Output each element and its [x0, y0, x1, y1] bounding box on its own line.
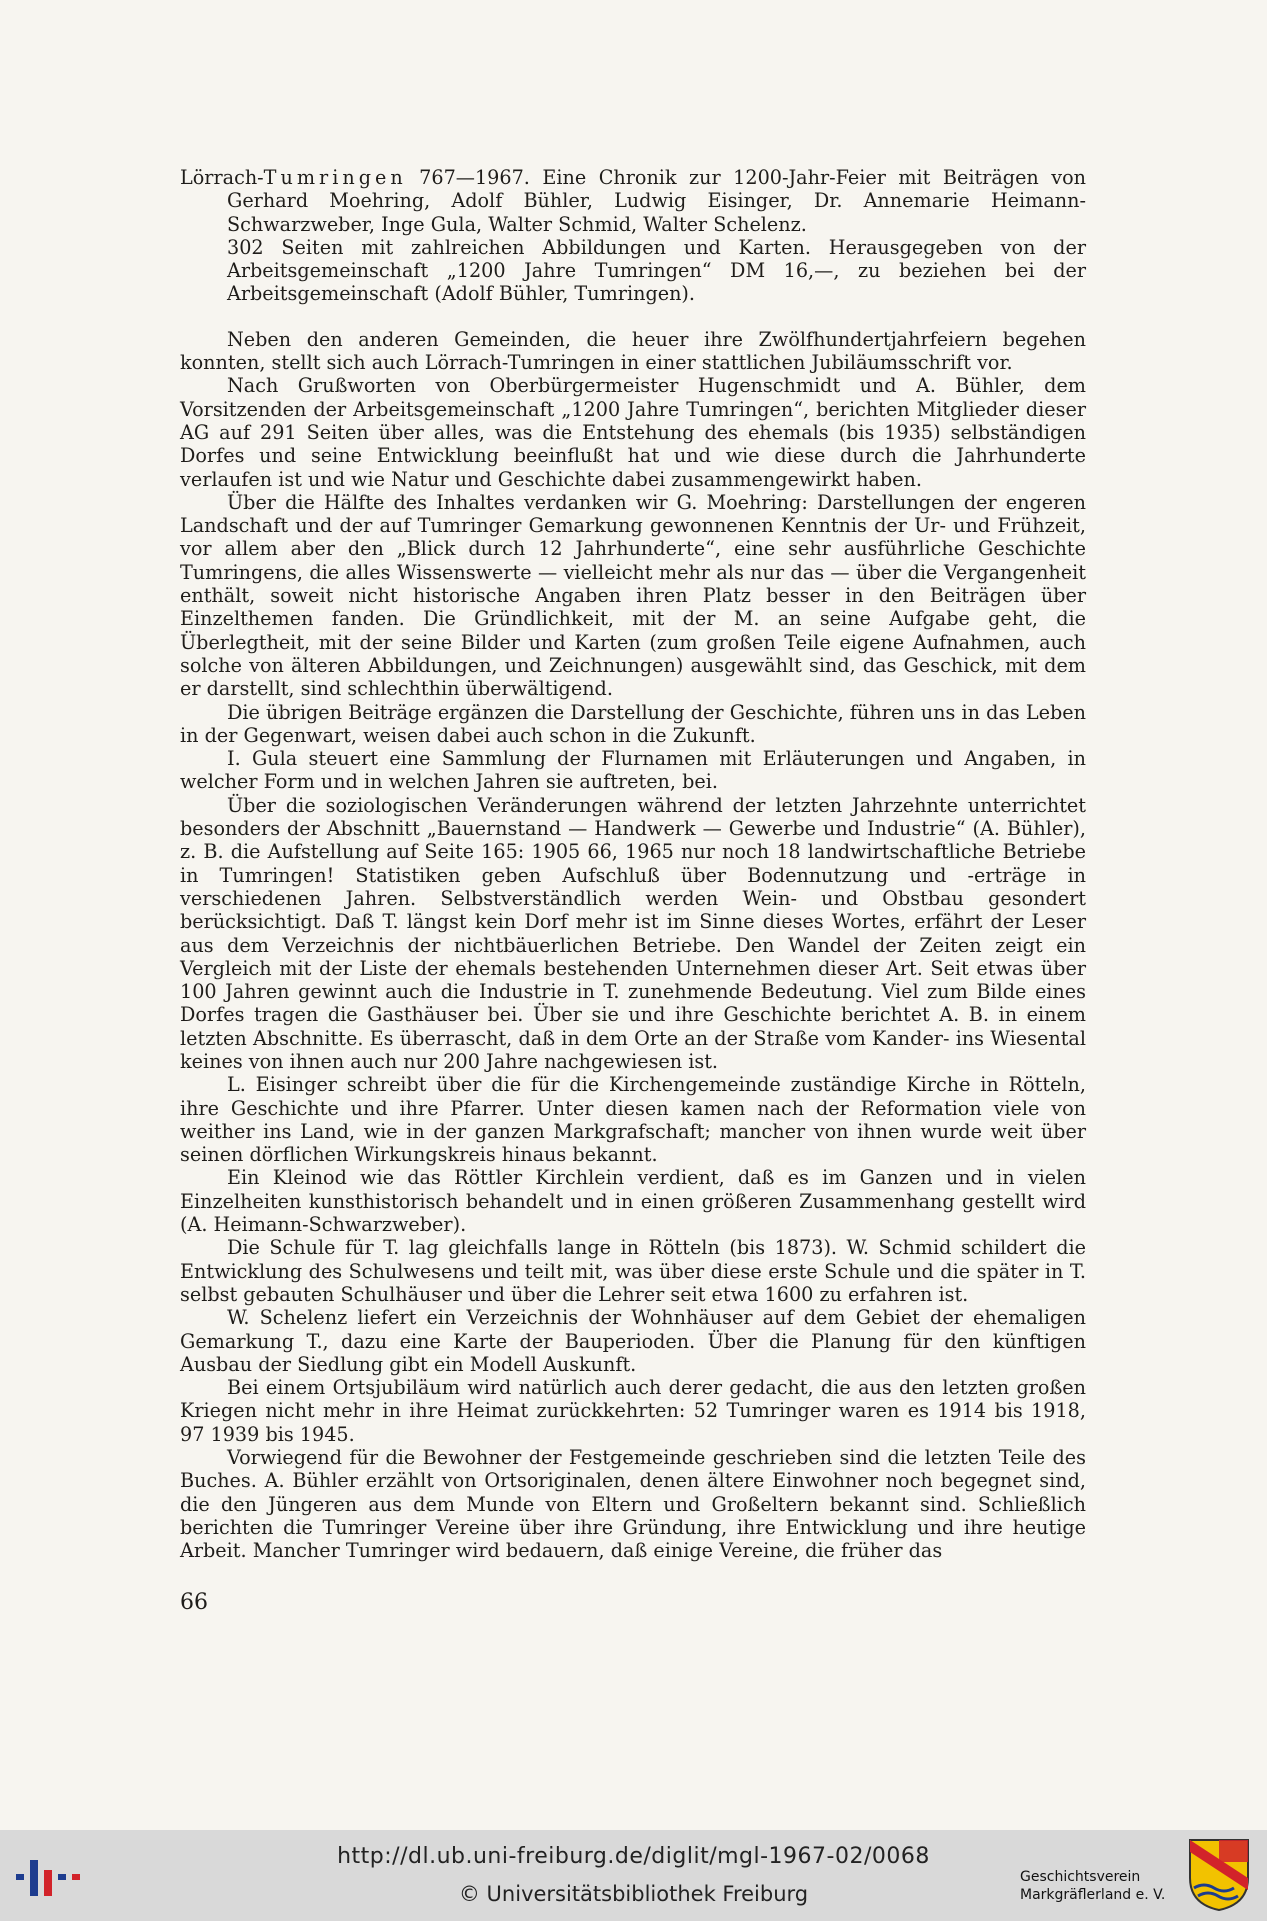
paragraph: L. Eisinger schreibt über die für die Kirchengemeinde zuständige Kirche in Rötteln, ihre Geschichte und ihre Pfarrer. Unter diesen kamen nach der Reformation viele von weither ins Land, wie in der ganzen Markgrafschaft; mancher von ihnen wurde weit über seinen dörflichen Wirkungskreis hinaus bekannt.	[180, 1073, 1086, 1167]
paragraph: Vorwiegend für die Bewohner der Festgemeinde geschrieben sind die letzten Teile des Buches. A. Bühler erzählt von Ortsoriginalen, denen ältere Einwohner noch begegnet sind, die den Jüngeren aus dem Munde von Eltern und Großeltern bekannt sind. Schließlich berichten die Tumringer Vereine über ihre Gründung, ihre Entwicklung und ihre heutige Arbeit. Mancher Tumringer wird bedauern, daß einige Vereine, die früher das	[180, 1446, 1086, 1563]
paragraph: Bei einem Ortsjubiläum wird natürlich auch derer gedacht, die aus den letzten großen Kriegen nicht mehr in ihre Heimat zurückkehrten: 52 Tumringer waren es 1914 bis 1918, 97 1939 bis 1945.	[180, 1376, 1086, 1446]
paragraph: Neben den anderen Gemeinden, die heuer ihre Zwölfhundertjahrfeiern begehen konnten, stellt sich auch Lörrach-Tumringen in einer stattlichen Jubiläumsschrift vor.	[180, 327, 1086, 375]
paragraph: Die übrigen Beiträge ergänzen die Darstellung der Geschichte, führen uns in das Leben in der Gegenwart, weisen dabei auch schon in die Zukunft.	[180, 700, 1086, 747]
bibliography-entry	[180, 166, 1086, 306]
bibliography-title-line	[180, 166, 1086, 236]
paragraph: Über die Hälfte des Inhaltes verdanken wir G. Moehring: Darstellungen der engeren Landschaft und der auf Tumringer Gemarkung gewonnenen Kenntnis der Ur- und Frühzeit, vor allem aber den „Blick durch 12 Jahrhunderte“, eine sehr ausführliche Geschichte Tumringens, die alles Wissenswerte — vielleicht mehr als nur das — über die Vergangenheit enthält, soweit nicht historische Angaben ihren Platz besser in den Beiträgen über Einzelthemen fanden. Die Gründlichkeit, mit der M. an seine Aufgabe geht, die Überlegtheit, mit der seine Bilder und Karten (zum großen Teile eigene Aufnahmen, auch solche von älteren Abbildungen, und Zeichnungen) ausgewählt sind, das Geschick, mit dem er darstellt, sind schlechthin überwältigend.	[180, 490, 1086, 701]
bibliography-place-spaced: Tumringen	[263, 166, 407, 189]
society-name	[1020, 1868, 1180, 1904]
page-content	[180, 166, 1086, 1563]
page-number: 66	[180, 1590, 208, 1615]
copyright-notice: © Universitätsbibliothek Freiburg	[458, 1882, 809, 1906]
paragraph: Die Schule für T. lag gleichfalls lange in Rötteln (bis 1873). W. Schmid schildert die Entwicklung des Schulwesens und teilt mit, was über diese erste Schule und die später in T. selbst gebauten Schulhäuser und über die Lehrer seit etwa 1600 zu erfahren ist.	[180, 1236, 1086, 1306]
viewer-footer	[0, 1830, 1267, 1921]
paragraph: Über die soziologischen Veränderungen während der letzten Jahrzehnte unterrichtet besonders der Abschnitt „Bauernstand — Handwerk — Gewerbe und Industrie“ (A. Bühler), z. B. die Aufstellung auf Seite 165: 1905 66, 1965 nur noch 18 landwirtschaftliche Betriebe in Tumringen! Statistiken geben Aufschluß über Bodennutzung und -erträge in verschiedenen Jahren. Selbstverständlich werden Wein- und Obstbau gesondert berücksichtigt. Daß T. längst kein Dorf mehr ist im Sinne dieses Wortes, erfährt der Leser aus dem Verzeichnis der nichtbäuerlichen Betriebe. Den Wandel der Zeiten zeigt ein Vergleich mit der Liste der ehemals bestehenden Unternehmen dieser Art. Seit etwas über 100 Jahren gewinnt auch die Industrie in T. zunehmende Bedeutung. Viel zum Bilde eines Dorfes tragen die Gasthäuser bei. Über sie und ihre Geschichte berichtet A. B. in einem letzten Abschnitte. Es überrascht, daß in dem Orte an der Straße vom Kander- ins Wiesental keines von ihnen auch nur 200 Jahre nachgewiesen ist.	[180, 793, 1086, 1073]
paragraph: Ein Kleinod wie das Röttler Kirchlein verdient, daß es im Ganzen und in vielen Einzelheiten kunsthistorisch behandelt und in einen größeren Zusammenhang gestellt wird (A. Heimann-Schwarzweber).	[180, 1166, 1086, 1237]
bibliography-place: Lörrach-	[180, 166, 264, 189]
society-name-line1: Geschichtsverein	[1020, 1869, 1141, 1885]
paragraph: W. Schelenz liefert ein Verzeichnis der Wohnhäuser auf dem Gebiet der ehemaligen Gemarkung T., dazu eine Karte der Bauperioden. Über die Planung für den künftigen Ausbau der Siedlung gibt ein Modell Auskunft.	[180, 1306, 1086, 1376]
permalink-url[interactable]: http://dl.ub.uni-freiburg.de/diglit/mgl-1967-02/0068	[337, 1844, 930, 1869]
paragraph: I. Gula steuert eine Sammlung der Flurnamen mit Erläuterungen und Angaben, in welcher Form und in welchen Jahren sie auftreten, bei.	[180, 747, 1086, 794]
society-name-line2: Markgräflerland e. V.	[1020, 1887, 1166, 1903]
bibliography-authors: Gerhard Moehring, Adolf Bühler, Ludwig Eisinger, Dr. Annemarie Heimann-Schwarzweber, Inge Gula, Walter Schmid, Walter Schelenz.	[227, 189, 1086, 236]
review-body	[180, 328, 1086, 1563]
paragraph: Nach Grußworten von Oberbürgermeister Hugenschmidt und A. Bühler, dem Vorsitzenden der Arbeitsgemeinschaft „1200 Jahre Tumringen“, berichten Mitglieder dieser AG auf 291 Seiten über alles, was die Entstehung des ehemals (bis 1935) selbständigen Dorfes und seine Entwicklung beeinflußt hat und wie diese durch die Jahrhunderte verlaufen ist und wie Natur und Geschichte dabei zusammengewirkt haben.	[180, 374, 1086, 491]
coat-of-arms-icon[interactable]	[1188, 1838, 1250, 1912]
bibliography-title-rest: 767—1967. Eine Chronik zur 1200-Jahr-Feier mit Beiträgen von	[406, 166, 1086, 189]
bibliography-details: 302 Seiten mit zahlreichen Abbildungen und Karten. Herausgegeben von der Arbeitsgemeinschaft „1200 Jahre Tumringen“ DM 16,—, zu beziehen bei der Arbeitsgemeinschaft (Adolf Bühler, Tumringen).	[227, 235, 1086, 306]
